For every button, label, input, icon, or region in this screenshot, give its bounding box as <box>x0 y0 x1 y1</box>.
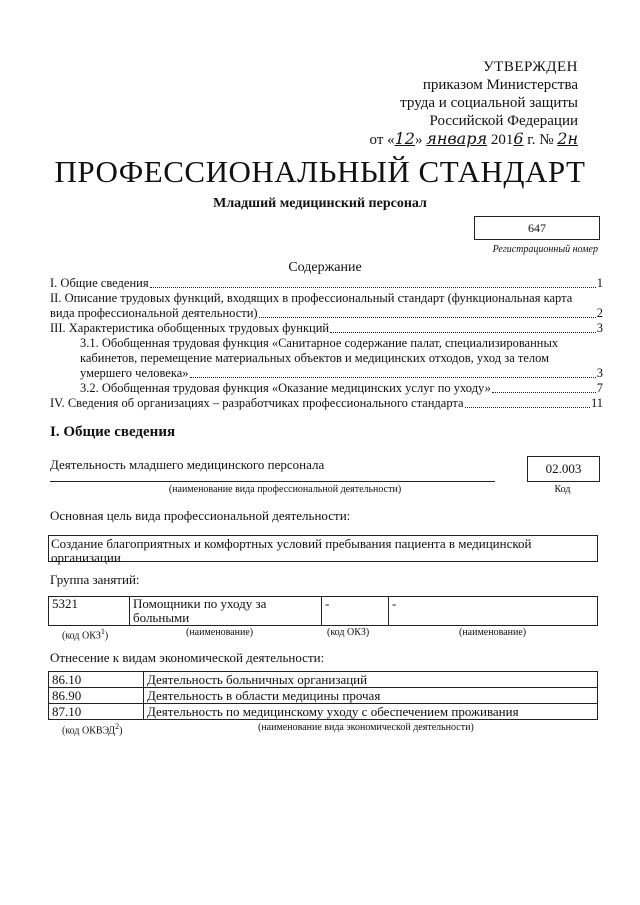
table-row <box>49 688 598 704</box>
approval-line-1: приказом Министерства <box>422 77 578 93</box>
document-title: ПРОФЕССИОНАЛЬНЫЙ СТАНДАРТ <box>54 154 586 189</box>
approval-month: января <box>426 129 488 148</box>
toc-item[interactable]: 3.1. Обобщенная трудовая функция «Санитарное содержание палат, специализированных кабинетов, перемещение материальных объектов и медицинских отходов, уход за телом умершего человека» 3 <box>80 336 603 380</box>
toc-item[interactable]: II. Описание трудовых функций, входящих в профессиональный стандарт (функциональная карта вида профессиональной деятельности) 2 <box>50 291 603 320</box>
table-row <box>49 672 598 688</box>
approval-number: 2н <box>557 129 578 148</box>
toc-item[interactable]: IV. Сведения об организациях – разработчиках профессионального стандарта 11 <box>50 396 603 410</box>
registration-number-label: Регистрационный номер <box>492 244 598 255</box>
activity-name: Деятельность младшего медицинского персонала <box>50 457 325 472</box>
group-label: Группа занятий: <box>50 572 140 587</box>
approval-line-2: труда и социальной защиты <box>400 95 578 111</box>
activity-code-caption: Код <box>554 484 571 495</box>
goal-label: Основная цель вида профессиональной деятельности: <box>50 508 351 523</box>
registration-number-box: 647 <box>474 216 600 240</box>
goal-box: Создание благоприятных и комфортных условий пребывания пациента в медицинской организации <box>48 535 598 562</box>
table-of-contents <box>50 276 603 411</box>
toc-item[interactable]: III. Характеристика обобщенных трудовых функций 3 <box>50 321 603 335</box>
approval-line-3: Российской Федерации <box>429 113 578 129</box>
activity-underline <box>50 481 495 482</box>
approval-order: от «12» января 2016 г. № 2н <box>369 129 578 148</box>
okz-name-cell: - <box>389 597 598 626</box>
okved-code-cell: 86.10 <box>49 672 144 688</box>
toc-item[interactable]: I. Общие сведения 1 <box>50 276 603 290</box>
approval-day: 12 <box>394 129 415 148</box>
okved-code-cell: 87.10 <box>49 704 144 720</box>
approval-block <box>358 58 578 149</box>
toc-title: Содержание <box>288 260 362 275</box>
okved-label: Отнесение к видам экономической деятельности: <box>50 650 325 665</box>
section-title: I. Общие сведения <box>50 424 176 440</box>
group-caption-code-2: (код ОКЗ) <box>327 627 370 638</box>
okz-code-cell: - <box>322 597 389 626</box>
okved-table <box>48 671 598 720</box>
okz-code-cell: 5321 <box>49 597 130 626</box>
okved-name-cell: Деятельность по медицинскому уходу с обеспечением проживания <box>144 704 598 720</box>
activity-code-box: 02.003 <box>527 456 600 482</box>
occupation-group-table <box>48 596 598 626</box>
table-row <box>49 704 598 720</box>
approval-year-digit: 6 <box>513 129 524 148</box>
group-caption-code: (код ОКЗ$^1$) <box>62 627 109 642</box>
activity-caption: (наименование вида профессиональной деятельности) <box>168 484 402 495</box>
okved-name-cell: Деятельность в области медицины прочая <box>144 688 598 704</box>
group-caption-name-2: (наименование) <box>459 627 527 638</box>
okved-caption-name: (наименование вида экономической деятельности) <box>258 722 474 733</box>
document-subtitle: Младший медицинский персонал <box>213 196 427 211</box>
okved-caption-code: (код ОКВЭД$^2$) <box>62 722 123 737</box>
okved-code-cell: 86.90 <box>49 688 144 704</box>
okz-name-cell: Помощники по уходу за больными <box>130 597 322 626</box>
okved-name-cell: Деятельность больничных организаций <box>144 672 598 688</box>
table-row <box>49 597 598 626</box>
group-caption-name: (наименование) <box>186 627 254 638</box>
toc-item[interactable]: 3.2. Обобщенная трудовая функция «Оказание медицинских услуг по уходу» 7 <box>80 381 603 395</box>
approval-title: УТВЕРЖДЕН <box>483 59 578 75</box>
